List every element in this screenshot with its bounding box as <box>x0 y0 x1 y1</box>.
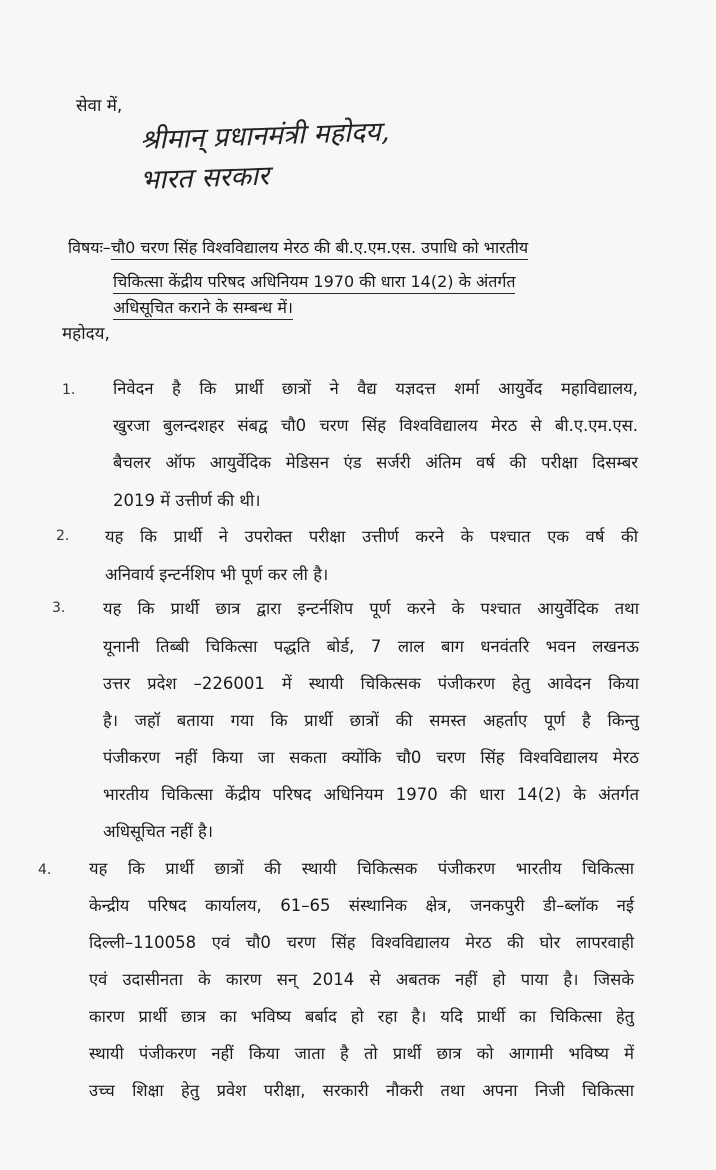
para-1-line-2: खुरजा बुलन्दशहर संबद्व चौ0 चरण सिंह विश्वविद्यालय मेरठ से बी.ए.एम.एस. <box>113 416 638 435</box>
subject-line-1 <box>68 236 653 260</box>
para-1-line-4: 2019 में उत्तीर्ण की थी। <box>113 491 261 510</box>
para-3-line-5: पंजीकरण नहीं किया जा सकता क्योंकि चौ0 चरण सिंह विश्वविद्यालय मेरठ <box>103 748 639 767</box>
subject-text-1: चौ0 चरण सिंह विश्वविद्यालय मेरठ की बी.ए.एम.एस. उपाधि को भारतीय <box>111 236 528 260</box>
para-4-line-3: दिल्ली–110058 एवं चौ0 चरण सिंह विश्वविद्यालय मेरठ की घोर लापरवाही <box>89 933 634 952</box>
para-3-line-6: भारतीय चिकित्सा केंद्रीय परिषद अधिनियम 1970 की धारा 14(2) के अंतर्गत <box>103 785 639 804</box>
para-1-number: 1. <box>62 382 76 398</box>
subject-line-3 <box>113 296 698 320</box>
subject-text-2: चिकित्सा केंद्रीय परिषद अधिनियम 1970 की धारा 14(2) के अंतर्गत <box>113 270 515 294</box>
para-3-line-2: यूनानी तिब्बी चिकित्सा पद्धति बोर्ड, 7 लाल बाग धनवंतरि भवन लखनऊ <box>103 637 639 656</box>
para-2-number: 2. <box>56 528 70 544</box>
para-2-line-1: यह कि प्रार्थी ने उपरोक्त परीक्षा उत्तीर्ण करने के पश्चात एक वर्ष की <box>105 527 638 546</box>
salutation: सेवा में, <box>76 96 123 116</box>
recipient-handwritten-line2: भारत सरकार <box>139 160 270 196</box>
para-1-line-3: बैचलर ऑफ आयुर्वेदिक मेडिसन एंड सर्जरी अंतिम वर्ष की परीक्षा दिसम्बर <box>113 453 638 472</box>
subject-line-2 <box>113 270 698 294</box>
para-4-line-1: यह कि प्रार्थी छात्रों की स्थायी चिकित्सक पंजीकरण भारतीय चिकित्सा <box>89 859 634 878</box>
para-4-line-5: कारण प्रार्थी छात्र का भविष्य बर्बाद हो रहा है। यदि प्रार्थी का चिकित्सा हेतु <box>89 1007 634 1026</box>
greeting: महोदय, <box>62 324 110 344</box>
para-4-line-2: केन्द्रीय परिषद कार्यालय, 61–65 संस्थानिक क्षेत्र, जनकपुरी डी–ब्लॉक नई <box>89 896 634 915</box>
para-3-line-4: है। जहॉ बताया गया कि प्रार्थी छात्रों की समस्त अहर्ताए पूर्ण है किन्तु <box>103 711 639 730</box>
para-3-line-7: अधिसूचित नहीं है। <box>103 822 214 841</box>
subject-text-3: अधिसूचित कराने के सम्बन्ध में। <box>113 296 293 320</box>
para-4-number: 4. <box>38 862 52 878</box>
para-3-line-3: उत्तर प्रदेश –226001 में स्थायी चिकित्सक पंजीकरण हेतु आवेदन किया <box>103 674 639 693</box>
para-4-line-6: स्थायी पंजीकरण नहीं किया जाता है तो प्रार्थी छात्र को आगामी भविष्य में <box>89 1044 634 1063</box>
para-3-line-1: यह कि प्रार्थी छात्र द्वारा इन्टर्नशिप पूर्ण करने के पश्चात आयुर्वेदिक तथा <box>103 599 639 618</box>
para-1-line-1: निवेदन है कि प्रार्थी छात्रों ने वैद्य यज्ञदत्त शर्मा आयुर्वेद महाविद्यालय, <box>113 379 638 398</box>
para-2-line-2: अनिवार्य इन्टर्नशिप भी पूर्ण कर ली है। <box>105 565 329 584</box>
subject-label: विषयः– <box>68 238 111 257</box>
para-4-line-7: उच्च शिक्षा हेतु प्रवेश परीक्षा, सरकारी नौकरी तथा अपना निजी चिकित्सा <box>89 1081 634 1100</box>
recipient-handwritten-line1: श्रीमान् प्रधानमंत्री महोदय, <box>139 116 390 156</box>
para-4-line-4: एवं उदासीनता के कारण सन् 2014 से अबतक नहीं हो पाया है। जिसके <box>89 970 634 989</box>
para-3-number: 3. <box>52 600 66 616</box>
